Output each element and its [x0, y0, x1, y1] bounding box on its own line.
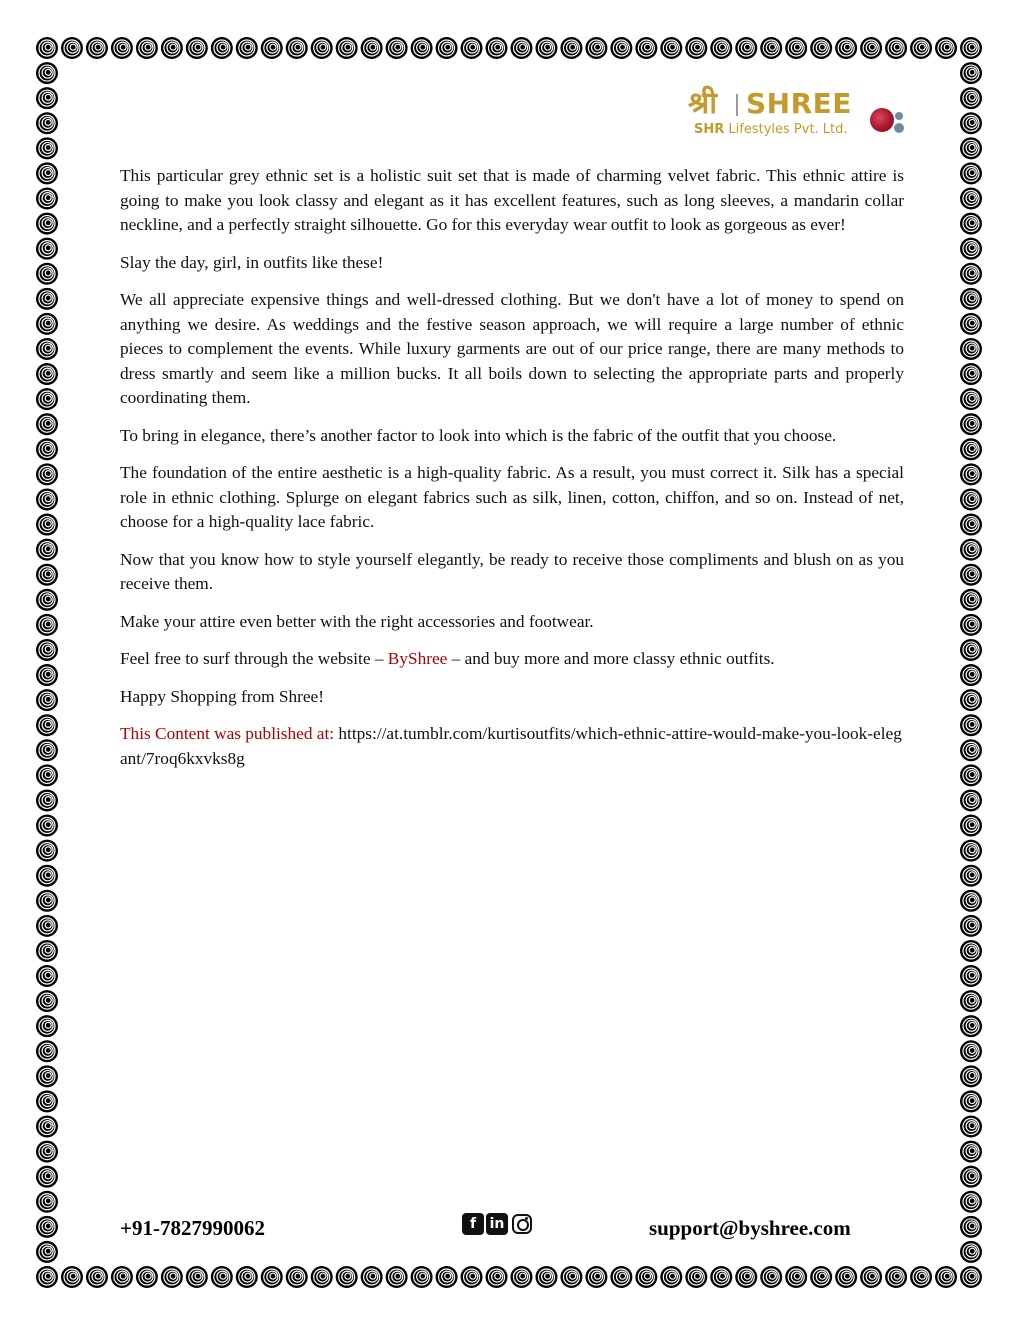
border-ornament [36, 213, 58, 235]
credit-label: This Content was published at: [120, 724, 335, 743]
border-ornament [685, 37, 707, 59]
border-ornament [186, 1266, 208, 1288]
border-ornament [960, 890, 982, 912]
border-ornament [960, 1216, 982, 1238]
border-ornament [960, 1191, 982, 1213]
border-ornament [36, 539, 58, 561]
border-ornament [36, 689, 58, 711]
border-ornament [411, 1266, 433, 1288]
border-ornament [560, 1266, 582, 1288]
border-ornament [960, 865, 982, 887]
border-ornament [36, 313, 58, 335]
paragraph: We all appreciate expensive things and well-dressed clothing. But we don't have a lot of money to spend on anything we desire. As weddings and the festive season approach, we will require a large number of ethnic pieces to complement the events. While luxury garments are out of our price range, there are many methods to dress smartly and seem like a million bucks. It all boils down to selecting the appropriate parts and properly coordinating them. [120, 290, 904, 407]
border-ornament [36, 112, 58, 134]
border-ornament [785, 37, 807, 59]
border-ornament [36, 865, 58, 887]
border-ornament [660, 37, 682, 59]
border-ornament [960, 1116, 982, 1138]
border-ornament [36, 187, 58, 209]
border-ornament [960, 388, 982, 410]
border-ornament [960, 564, 982, 586]
brand-logo [688, 86, 910, 140]
logo-dot [894, 123, 904, 133]
border-ornament [111, 37, 133, 59]
border-ornament [535, 1266, 557, 1288]
border-ornament [36, 87, 58, 109]
border-ornament [660, 1266, 682, 1288]
border-ornament [36, 438, 58, 460]
border-ornament [261, 1266, 283, 1288]
border-ornament [36, 37, 58, 59]
logo-brand-text: SHREE [746, 87, 852, 120]
border-ornament [36, 1166, 58, 1188]
border-ornament [960, 815, 982, 837]
border-ornament [36, 840, 58, 862]
logo-devanagari-text: श्री [688, 86, 718, 121]
border-ornament [510, 1266, 532, 1288]
border-ornament [960, 238, 982, 260]
border-ornament [635, 1266, 657, 1288]
border-ornament [835, 37, 857, 59]
border-ornament [36, 1216, 58, 1238]
surf-paragraph [120, 647, 904, 672]
border-ornament [36, 137, 58, 159]
border-ornament [960, 363, 982, 385]
border-ornament [386, 37, 408, 59]
border-ornament [36, 338, 58, 360]
border-ornament [36, 1241, 58, 1263]
paragraph: This particular grey ethnic set is a holistic suit set that is made of charming velvet fabric. This ethnic attire is going to make you look classy and elegant as it has excellent features, such as long sleeves, a mandarin collar neckline, and a perfectly straight silhouette. Go for this everyday wear outfit to look as gorgeous as ever! [120, 166, 904, 234]
border-ornament [735, 37, 757, 59]
border-ornament [36, 1266, 58, 1288]
border-ornament [61, 1266, 83, 1288]
border-ornament [36, 789, 58, 811]
border-ornament [36, 890, 58, 912]
border-ornament [960, 1141, 982, 1163]
border-ornament [36, 589, 58, 611]
border-ornament [161, 37, 183, 59]
border-ornament [111, 1266, 133, 1288]
border-ornament [960, 213, 982, 235]
border-ornament [36, 664, 58, 686]
article-body [120, 164, 904, 784]
border-ornament [36, 1116, 58, 1138]
border-ornament [810, 1266, 832, 1288]
border-ornament [36, 1141, 58, 1163]
border-ornament [36, 1065, 58, 1087]
border-ornament [585, 37, 607, 59]
border-ornament [36, 1090, 58, 1112]
border-ornament [361, 1266, 383, 1288]
border-ornament [510, 37, 532, 59]
border-ornament [960, 1015, 982, 1037]
border-ornament [960, 965, 982, 987]
border-ornament [36, 413, 58, 435]
border-ornament [585, 1266, 607, 1288]
border-ornament [960, 1065, 982, 1087]
linkedin-icon[interactable]: in [486, 1213, 508, 1235]
paragraph: To bring in elegance, there’s another factor to look into which is the fabric of the outfit that you choose. [120, 425, 837, 445]
border-ornament [610, 37, 632, 59]
credit-url-link[interactable]: https://at.tumblr.com/kurtisoutfits/which-ethnic-attire-would-make-you-look-elegant/7roq6kxvks8g [120, 724, 902, 768]
social-icons [462, 1213, 532, 1235]
credit-paragraph [120, 722, 904, 771]
border-ornament [286, 37, 308, 59]
border-ornament [136, 1266, 158, 1288]
flower-icon [870, 108, 894, 132]
border-ornament [960, 990, 982, 1012]
border-ornament [36, 62, 58, 84]
border-ornament [211, 37, 233, 59]
border-ornament [960, 62, 982, 84]
border-ornament [36, 263, 58, 285]
border-ornament [960, 313, 982, 335]
border-ornament [960, 112, 982, 134]
logo-company-name [694, 122, 848, 137]
border-ornament [960, 664, 982, 686]
border-ornament [710, 37, 732, 59]
border-ornament [760, 37, 782, 59]
border-ornament [36, 162, 58, 184]
border-ornament [960, 1166, 982, 1188]
border-ornament [635, 37, 657, 59]
border-ornament [286, 1266, 308, 1288]
border-ornament [36, 764, 58, 786]
border-ornament [36, 288, 58, 310]
border-ornament [960, 840, 982, 862]
border-ornament [960, 940, 982, 962]
border-ornament [960, 614, 982, 636]
border-ornament [261, 37, 283, 59]
border-ornament [960, 764, 982, 786]
border-ornament [211, 1266, 233, 1288]
border-ornament [760, 1266, 782, 1288]
border-ornament [86, 1266, 108, 1288]
border-ornament [36, 1040, 58, 1062]
border-ornament [236, 1266, 258, 1288]
border-ornament [136, 37, 158, 59]
border-ornament [935, 1266, 957, 1288]
logo-separator [736, 94, 738, 116]
border-ornament [161, 1266, 183, 1288]
border-ornament [461, 1266, 483, 1288]
border-ornament [535, 37, 557, 59]
border-ornament [436, 37, 458, 59]
border-ornament [386, 1266, 408, 1288]
border-ornament [560, 37, 582, 59]
border-ornament [960, 488, 982, 510]
border-ornament [960, 338, 982, 360]
border-ornament [36, 488, 58, 510]
border-ornament [960, 162, 982, 184]
border-ornament [785, 1266, 807, 1288]
border-ornament [960, 915, 982, 937]
border-ornament [960, 37, 982, 59]
border-ornament [960, 263, 982, 285]
footer-phone[interactable]: +91-7827990062 [120, 1216, 265, 1240]
facebook-icon[interactable]: f [462, 1213, 484, 1235]
border-ornament [461, 37, 483, 59]
paragraph: The foundation of the entire aesthetic is a high-quality fabric. As a result, you must correct it. Silk has a special role in ethnic clothing. Splurge on elegant fabrics such as silk, linen, cotton, chiffon, and so on. Instead of net, choose for a high-quality lace fabric. [120, 463, 904, 531]
border-ornament [960, 514, 982, 536]
border-ornament [960, 714, 982, 736]
border-ornament [36, 815, 58, 837]
border-ornament [36, 965, 58, 987]
border-ornament [960, 288, 982, 310]
border-ornament [61, 37, 83, 59]
border-ornament [486, 1266, 508, 1288]
paragraph: Make your attire even better with the right accessories and footwear. [120, 611, 594, 631]
border-ornament [960, 137, 982, 159]
border-ornament [960, 1090, 982, 1112]
border-ornament [860, 1266, 882, 1288]
border-ornament [36, 363, 58, 385]
border-ornament [960, 187, 982, 209]
border-ornament [735, 1266, 757, 1288]
border-ornament [960, 1040, 982, 1062]
border-ornament [610, 1266, 632, 1288]
border-ornament [336, 1266, 358, 1288]
border-ornament [910, 37, 932, 59]
border-ornament [36, 990, 58, 1012]
border-ornament [236, 37, 258, 59]
logo-dot [895, 112, 903, 120]
border-ornament [36, 940, 58, 962]
border-ornament [36, 614, 58, 636]
footer-email[interactable]: support@byshree.com [649, 1216, 851, 1240]
border-ornament [36, 1191, 58, 1213]
border-ornament [311, 1266, 333, 1288]
border-ornament [960, 438, 982, 460]
border-ornament [710, 1266, 732, 1288]
border-ornament [36, 238, 58, 260]
border-ornament [885, 37, 907, 59]
border-ornament [186, 37, 208, 59]
border-ornament [960, 639, 982, 661]
border-ornament [960, 589, 982, 611]
surf-text-before: Feel free to surf through the website – [120, 649, 388, 668]
border-ornament [935, 37, 957, 59]
border-ornament [436, 1266, 458, 1288]
border-ornament [36, 639, 58, 661]
border-ornament [960, 739, 982, 761]
border-ornament [885, 1266, 907, 1288]
border-ornament [960, 539, 982, 561]
byshree-link[interactable]: ByShree [387, 649, 448, 668]
border-ornament [86, 37, 108, 59]
border-ornament [685, 1266, 707, 1288]
border-ornament [36, 564, 58, 586]
border-ornament [860, 37, 882, 59]
border-ornament [36, 1015, 58, 1037]
surf-text-after: – and buy more and more classy ethnic outfits. [447, 649, 775, 668]
border-ornament [36, 463, 58, 485]
paragraph: Now that you know how to style yourself elegantly, be ready to receive those compliments and blush on as you receive them. [120, 549, 904, 593]
border-ornament [960, 87, 982, 109]
border-ornament [311, 37, 333, 59]
logo-company-rest: Lifestyles Pvt. Ltd. [728, 122, 848, 137]
logo-company-prefix: SHR [694, 122, 725, 137]
border-ornament [36, 388, 58, 410]
border-ornament [486, 37, 508, 59]
border-ornament [36, 915, 58, 937]
border-ornament [36, 714, 58, 736]
border-ornament [361, 37, 383, 59]
border-ornament [960, 1241, 982, 1263]
border-ornament [36, 514, 58, 536]
border-ornament [810, 37, 832, 59]
border-ornament [960, 463, 982, 485]
border-ornament [835, 1266, 857, 1288]
border-ornament [960, 1266, 982, 1288]
border-ornament [36, 739, 58, 761]
border-ornament [960, 413, 982, 435]
border-ornament [411, 37, 433, 59]
border-ornament [960, 689, 982, 711]
closing-paragraph: Happy Shopping from Shree! [120, 686, 324, 706]
instagram-icon[interactable] [512, 1214, 532, 1234]
border-ornament [336, 37, 358, 59]
border-ornament [910, 1266, 932, 1288]
paragraph: Slay the day, girl, in outfits like these! [120, 252, 384, 272]
border-ornament [960, 789, 982, 811]
